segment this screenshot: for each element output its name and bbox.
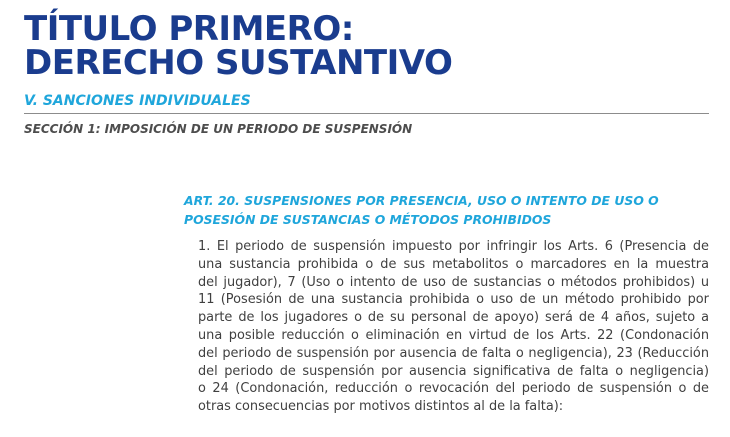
paragraph-line: una posible reducción o eliminación en virtud de los Arts. 22 (Condonación <box>198 327 709 343</box>
page-title-line-1: TÍTULO PRIMERO: <box>24 9 354 49</box>
paragraph-line: 11 (Posesión de una sustancia prohibida o uso de un método prohibido por <box>198 292 709 308</box>
paragraph-line: del periodo de suspensión por ausencia significativa de falta o negligencia) <box>198 363 709 379</box>
page-title-line-2: DERECHO SUSTANTIVO <box>24 43 453 83</box>
paragraph-line: o 24 (Condonación, reducción o revocación del periodo de suspensión o de <box>198 381 709 397</box>
horizontal-divider <box>24 113 709 114</box>
paragraph-line: 1. El periodo de suspensión impuesto por infringir los Arts. 6 (Presencia de <box>198 239 709 254</box>
article-heading-line-1: ART. 20. SUSPENSIONES POR PRESENCIA, USO O INTENTO DE USO O <box>184 193 659 208</box>
chapter-subtitle: V. SANCIONES INDIVIDUALES <box>24 93 251 109</box>
paragraph-line: una sustancia prohibida o de sus metabolitos o marcadores en la muestra <box>198 256 709 272</box>
paragraph-line: del periodo de suspensión por ausencia de falta o negligencia), 23 (Reducción <box>198 345 709 361</box>
article-heading-line-2: POSESIÓN DE SUSTANCIAS O MÉTODOS PROHIBIDOS <box>184 212 552 227</box>
section-heading: SECCIÓN 1: IMPOSICIÓN DE UN PERIODO DE SUSPENSIÓN <box>24 122 413 136</box>
paragraph-line: parte de los jugadores o de su personal de apoyo) será de 4 años, sujeto a <box>198 310 709 326</box>
paragraph-line: del jugador), 7 (Uso o intento de uso de sustancias o métodos prohibidos) u <box>198 274 709 290</box>
article-heading <box>184 191 659 229</box>
page-title <box>24 9 453 83</box>
article-paragraph <box>198 238 709 416</box>
paragraph-line: otras consecuencias por motivos distintos al de la falta): <box>198 399 564 415</box>
